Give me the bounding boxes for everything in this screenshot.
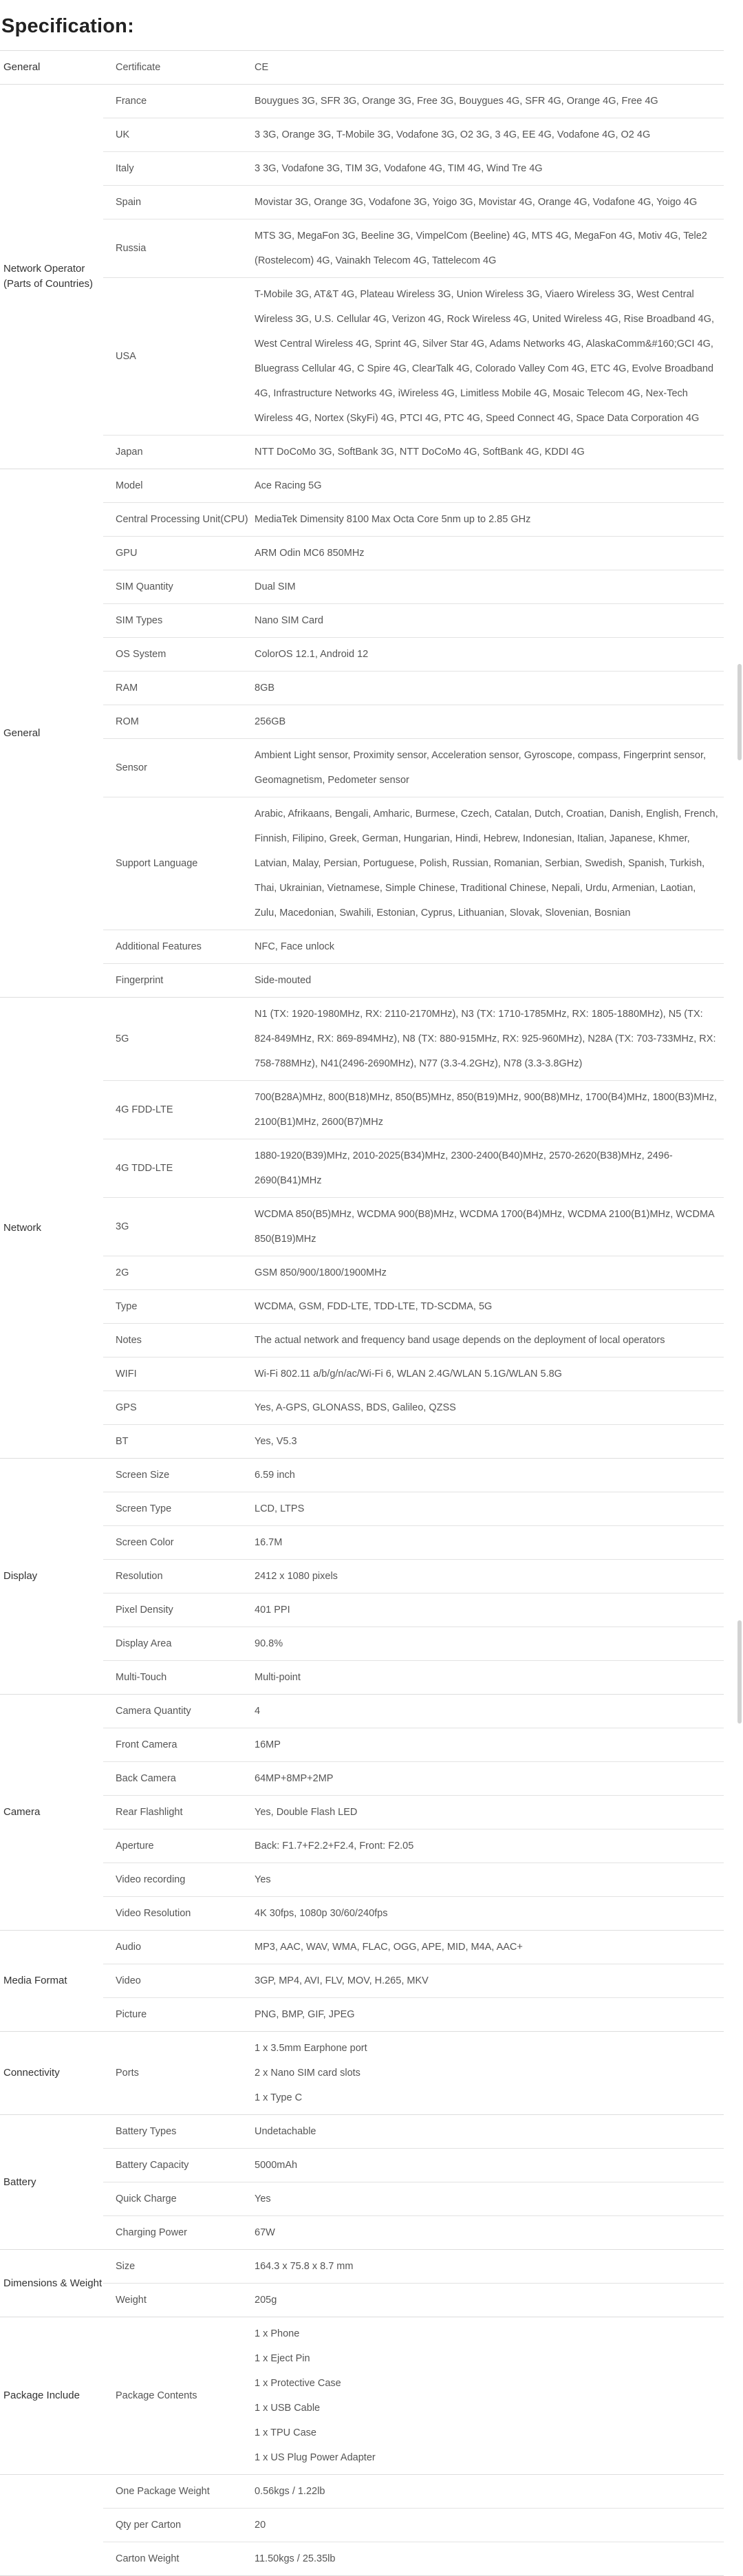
- spec-row-label: Pixel Density: [116, 1604, 173, 1616]
- spec-row-label: Japan: [116, 447, 143, 458]
- spec-row-4g-tdd-lte: [103, 1139, 724, 1197]
- spec-row-label: Picture: [116, 2009, 147, 2020]
- spec-row-value: 164.3 x 75.8 x 8.7 mm: [255, 2261, 354, 2272]
- spec-row-screen-color: [103, 1525, 724, 1559]
- section-label: [0, 51, 103, 84]
- spec-row-gps: [103, 1391, 724, 1424]
- spec-row-label: Italy: [116, 163, 134, 174]
- spec-row-value: 2412 x 1080 pixels: [255, 1571, 338, 1582]
- spec-row-value: Undetachable: [255, 2126, 316, 2137]
- spec-row-label: Model: [116, 480, 143, 491]
- spec-section-network: [0, 998, 724, 1459]
- section-label-text: Network Operator (Parts of Countries): [3, 263, 94, 290]
- spec-row-label: Aperture: [116, 1840, 154, 1852]
- spec-row-ram: [103, 671, 724, 705]
- spec-row-label: Battery Types: [116, 2126, 177, 2137]
- spec-row-qty-per-carton: [103, 2508, 724, 2542]
- spec-row-label: GPS: [116, 1402, 137, 1413]
- spec-row-multi-touch: [103, 1660, 724, 1694]
- spec-row-value: 1880-1920(B39)MHz, 2010-2025(B34)MHz, 2300-2400(B40)MHz, 2570-2620(B38)MHz, 2496-2690(B41)MHz: [255, 1150, 673, 1186]
- spec-row-notes: [103, 1323, 724, 1357]
- spec-row-value: CE: [255, 62, 269, 73]
- spec-row-value: 3 3G, Vodafone 3G, TIM 3G, Vodafone 4G, TIM 4G, Wind Tre 4G: [255, 163, 543, 174]
- section-label-text: General: [3, 61, 41, 73]
- spec-row-label: Screen Color: [116, 1537, 174, 1548]
- spec-row-value: 256GB: [255, 716, 286, 727]
- spec-row-sim-types: [103, 603, 724, 637]
- spec-row-ports: [103, 2032, 724, 2114]
- section-rows: [103, 1459, 724, 1694]
- spec-row-label: Audio: [116, 1942, 142, 1953]
- spec-row-value: 90.8%: [255, 1638, 283, 1649]
- spec-row-screen-size: [103, 1459, 724, 1492]
- spec-row-central-processing-unit-cpu: [103, 502, 724, 536]
- spec-row-battery-types: [103, 2115, 724, 2148]
- spec-row-label: Russia: [116, 243, 147, 254]
- spec-row-label: Support Language: [116, 858, 198, 869]
- spec-row-value: 205g: [255, 2295, 277, 2306]
- spec-section-connectivity: [0, 2032, 724, 2115]
- spec-row-video-resolution: [103, 1896, 724, 1930]
- spec-section-package-include: [0, 2317, 724, 2475]
- spec-row-camera-quantity: [103, 1695, 724, 1728]
- spec-row-value: 67W: [255, 2227, 275, 2238]
- spec-row-value: Bouygues 3G, SFR 3G, Orange 3G, Free 3G, Bouygues 4G, SFR 4G, Orange 4G, Free 4G: [255, 96, 658, 107]
- spec-row-label: Video recording: [116, 1874, 186, 1885]
- spec-row-certificate: [103, 51, 724, 84]
- spec-row-label: France: [116, 96, 147, 107]
- spec-row-label: Rear Flashlight: [116, 1807, 183, 1818]
- spec-row-value: 3GP, MP4, AVI, FLV, MOV, H.265, MKV: [255, 1975, 429, 1986]
- spec-row-label: Front Camera: [116, 1739, 177, 1750]
- section-label-text: Media Format: [3, 1975, 67, 1986]
- spec-row-label: Carton Weight: [116, 2553, 180, 2564]
- spec-row-value: T-Mobile 3G, AT&T 4G, Plateau Wireless 3G, Union Wireless 3G, Viaero Wireless 3G, West Central Wireless 3G, U.S. Cellular 4G, Verizon 4G, Rock Wireless 4G, United Wireless 4G, Rise Broadband 4G, West Central Wireless 4G, Sprint 4G, Silver Star 4G, Adams Networks 4G, AlaskaComm&#160;GCI 4G, Bluegrass Cellular 4G, C Spire 4G, ClearTalk 4G, Colorado Valley Com 4G, ETC 4G, Evolve Broadband 4G, Infrastructure Networks 4G, iWireless 4G, Limitless Mobile 4G, Mosaic Telecom 4G, Nex-Tech Wireless 4G, Nortex (SkyFi) 4G, PTCI 4G, PTC 4G, Speed Connect 4G, Space Data Corporation 4G: [255, 289, 715, 424]
- spec-row-support-language: [103, 797, 724, 930]
- spec-row-label: 4G TDD-LTE: [116, 1163, 173, 1174]
- section-label: [0, 2250, 103, 2317]
- spec-row-label: Sensor: [116, 762, 147, 773]
- spec-row-spain: [103, 185, 724, 219]
- scrollbar-thumb[interactable]: [737, 664, 742, 760]
- spec-section-display: [0, 1459, 724, 1695]
- spec-row-label: Screen Type: [116, 1503, 172, 1514]
- spec-row-value: Yes, V5.3: [255, 1436, 297, 1447]
- section-label: [0, 1695, 103, 1930]
- spec-row-value: Nano SIM Card: [255, 615, 323, 626]
- spec-row-value: NFC, Face unlock: [255, 941, 335, 952]
- spec-value-line: 1 x Protective Case: [255, 2378, 341, 2389]
- spec-row-value: 8GB: [255, 683, 275, 694]
- section-label-text: Battery: [3, 2176, 36, 2188]
- spec-row-label: Back Camera: [116, 1773, 176, 1784]
- spec-row-value: Yes: [255, 2193, 271, 2204]
- spec-row-gpu: [103, 536, 724, 570]
- spec-row-label: 2G: [116, 1267, 129, 1278]
- spec-row-rear-flashlight: [103, 1795, 724, 1829]
- spec-row-france: [103, 85, 724, 118]
- spec-row-fingerprint: [103, 963, 724, 997]
- spec-row-value: Ambient Light sensor, Proximity sensor, Acceleration sensor, Gyroscope, compass, Fingerprint sensor, Geomagnetism, Pedometer sensor: [255, 750, 707, 786]
- spec-row-label: Certificate: [116, 62, 161, 73]
- spec-row-3g: [103, 1197, 724, 1256]
- spec-row-japan: [103, 435, 724, 469]
- spec-value-line: 1 x TPU Case: [255, 2427, 316, 2438]
- spec-row-value: WCDMA, GSM, FDD-LTE, TDD-LTE, TD-SCDMA, 5G: [255, 1301, 493, 1312]
- spec-row-label: RAM: [116, 683, 138, 694]
- section-label: [0, 2032, 103, 2114]
- section-label: [0, 2317, 103, 2474]
- spec-row-display-area: [103, 1627, 724, 1660]
- spec-row-bt: [103, 1424, 724, 1458]
- section-label-text: Connectivity: [3, 2067, 60, 2079]
- spec-row-weight: [103, 2283, 724, 2317]
- spec-row-value: WCDMA 850(B5)MHz, WCDMA 900(B8)MHz, WCDMA 1700(B4)MHz, WCDMA 2100(B1)MHz, WCDMA 850(B19)MHz: [255, 1209, 714, 1245]
- spec-row-value: 0.56kgs / 1.22lb: [255, 2486, 325, 2497]
- section-label-text: Camera: [3, 1806, 41, 1818]
- section-label-text: General: [3, 727, 41, 739]
- spec-row-aperture: [103, 1829, 724, 1863]
- spec-value-line: 2 x Nano SIM card slots: [255, 2068, 360, 2079]
- spec-row-resolution: [103, 1559, 724, 1593]
- spec-row-value: [255, 2321, 724, 2470]
- section-rows: [103, 2032, 724, 2114]
- section-label: [0, 2115, 103, 2249]
- spec-row-label: Additional Features: [116, 941, 202, 952]
- spec-value-line: 1 x 3.5mm Earphone port: [255, 2043, 367, 2054]
- spec-section-camera: [0, 1695, 724, 1931]
- spec-section-dimensions-weight: [0, 2250, 724, 2317]
- section-rows: [103, 469, 724, 997]
- section-rows: [103, 2317, 724, 2474]
- spec-row-label: UK: [116, 129, 130, 140]
- spec-row-label: ROM: [116, 716, 139, 727]
- spec-value-line: 1 x Phone: [255, 2328, 300, 2339]
- spec-row-label: Video: [116, 1975, 141, 1986]
- spec-section-battery: [0, 2115, 724, 2250]
- spec-row-wifi: [103, 1357, 724, 1391]
- section-rows: [103, 2115, 724, 2249]
- spec-row-rom: [103, 705, 724, 738]
- spec-row-os-system: [103, 637, 724, 671]
- section-rows: [103, 2475, 724, 2575]
- section-label: [0, 85, 103, 469]
- spec-value-line: 1 x Eject Pin: [255, 2353, 310, 2364]
- spec-row-video: [103, 1964, 724, 1997]
- spec-row-value: Wi-Fi 802.11 a/b/g/n/ac/Wi-Fi 6, WLAN 2.4G/WLAN 5.1G/WLAN 5.8G: [255, 1368, 562, 1380]
- spec-row-audio: [103, 1931, 724, 1964]
- section-rows: [103, 998, 724, 1458]
- spec-row-label: Qty per Carton: [116, 2520, 182, 2531]
- spec-row-battery-capacity: [103, 2148, 724, 2182]
- spec-row-russia: [103, 219, 724, 277]
- spec-row-label: Multi-Touch: [116, 1672, 167, 1683]
- spec-row-label: Fingerprint: [116, 975, 164, 986]
- section-label: [0, 998, 103, 1458]
- spec-row-additional-features: [103, 930, 724, 963]
- spec-row-label: OS System: [116, 649, 166, 660]
- spec-row-value: [255, 2036, 724, 2110]
- spec-row-package-contents: [103, 2317, 724, 2474]
- spec-row-value: NTT DoCoMo 3G, SoftBank 3G, NTT DoCoMo 4G, SoftBank 4G, KDDI 4G: [255, 447, 585, 458]
- spec-row-value: ColorOS 12.1, Android 12: [255, 649, 369, 660]
- spec-table: [0, 50, 724, 2576]
- scrollbar[interactable]: [735, 0, 743, 2573]
- spec-row-front-camera: [103, 1728, 724, 1761]
- spec-row-value: Back: F1.7+F2.2+F2.4, Front: F2.05: [255, 1840, 414, 1852]
- spec-row-value: 64MP+8MP+2MP: [255, 1773, 334, 1784]
- spec-row-label: WIFI: [116, 1368, 137, 1380]
- spec-row-value: 20: [255, 2520, 266, 2531]
- spec-row-label: Central Processing Unit(CPU): [116, 514, 248, 525]
- section-label-text: Display: [3, 1570, 38, 1582]
- spec-value-line: 1 x USB Cable: [255, 2403, 321, 2414]
- spec-section-general: [0, 50, 724, 85]
- spec-row-value: 16.7M: [255, 1537, 283, 1548]
- spec-row-video-recording: [103, 1863, 724, 1896]
- spec-row-label: Weight: [116, 2295, 147, 2306]
- spec-row-value: PNG, BMP, GIF, JPEG: [255, 2009, 355, 2020]
- section-label: [0, 469, 103, 997]
- spec-row-value: Multi-point: [255, 1672, 301, 1683]
- spec-row-back-camera: [103, 1761, 724, 1795]
- spec-row-value: 3 3G, Orange 3G, T-Mobile 3G, Vodafone 3G, O2 3G, 3 4G, EE 4G, Vodafone 4G, O2 4G: [255, 129, 651, 140]
- section-rows: [103, 2250, 724, 2317]
- spec-row-4g-fdd-lte: [103, 1080, 724, 1139]
- spec-row-label: SIM Quantity: [116, 581, 173, 592]
- section-label: [0, 1931, 103, 2031]
- spec-row-pixel-density: [103, 1593, 724, 1627]
- spec-row-5g: [103, 998, 724, 1080]
- spec-row-value: MTS 3G, MegaFon 3G, Beeline 3G, VimpelCom (Beeline) 4G, MTS 4G, MegaFon 4G, Motiv 4G, Tele2 (Rostelecom) 4G, Vainakh Telecom 4G, Tattelecom 4G: [255, 230, 707, 266]
- spec-row-value: Yes: [255, 1874, 271, 1885]
- spec-row-label: Charging Power: [116, 2227, 187, 2238]
- spec-row-value: Movistar 3G, Orange 3G, Vodafone 3G, Yoigo 3G, Movistar 4G, Orange 4G, Vodafone 4G, Yoigo 4G: [255, 197, 698, 208]
- spec-row-label: Size: [116, 2261, 136, 2272]
- section-rows: [103, 85, 724, 469]
- spec-row-value: Yes, Double Flash LED: [255, 1807, 358, 1818]
- spec-row-italy: [103, 151, 724, 185]
- spec-row-label: BT: [116, 1436, 129, 1447]
- spec-row-value: 4: [255, 1706, 261, 1717]
- spec-row-usa: [103, 277, 724, 435]
- spec-row-value: The actual network and frequency band usage depends on the deployment of local operators: [255, 1335, 665, 1346]
- spec-row-label: Screen Size: [116, 1470, 170, 1481]
- spec-row-type: [103, 1289, 724, 1323]
- spec-row-label: Camera Quantity: [116, 1706, 191, 1717]
- spec-row-value: 16MP: [255, 1739, 281, 1750]
- spec-row-value: GSM 850/900/1800/1900MHz: [255, 1267, 387, 1278]
- spec-section-network-operator-parts-of-countries: [0, 85, 724, 469]
- spec-row-quick-charge: [103, 2182, 724, 2215]
- spec-row-2g: [103, 1256, 724, 1289]
- spec-row-carton-weight: [103, 2542, 724, 2575]
- spec-section-general: [0, 469, 724, 998]
- spec-row-uk: [103, 118, 724, 151]
- page-title: Specification:: [1, 15, 134, 37]
- spec-row-label: SIM Types: [116, 615, 163, 626]
- spec-row-label: Battery Capacity: [116, 2160, 189, 2171]
- spec-value-line: 1 x Type C: [255, 2092, 303, 2103]
- section-label: [0, 2475, 103, 2575]
- spec-row-sensor: [103, 738, 724, 797]
- spec-section-blank: [0, 2475, 724, 2576]
- spec-row-label: One Package Weight: [116, 2486, 210, 2497]
- spec-row-label: Spain: [116, 197, 142, 208]
- spec-row-value: 6.59 inch: [255, 1470, 295, 1481]
- spec-row-label: Resolution: [116, 1571, 163, 1582]
- spec-row-value: LCD, LTPS: [255, 1503, 305, 1514]
- spec-row-value: 401 PPI: [255, 1604, 290, 1616]
- spec-row-value: Arabic, Afrikaans, Bengali, Amharic, Burmese, Czech, Catalan, Dutch, Croatian, Danish, English, French, Finnish, Filipino, Greek, German, Hungarian, Hindi, Hebrew, Indonesian, Italian, Japanese, Khmer, Latvian, Malay, Persian, Portuguese, Polish, Russian, Romanian, Serbian, Swedish, Spanish, Turkish, Thai, Ukrainian, Vietnamese, Simple Chinese, Traditional Chinese, Nepali, Urdu, Armenian, Laotian, Zulu, Macedonian, Swahili, Estonian, Cyprus, Lithuanian, Slovak, Slovenian, Bosnian: [255, 808, 718, 919]
- spec-row-value: MediaTek Dimensity 8100 Max Octa Core 5nm up to 2.85 GHz: [255, 514, 531, 525]
- spec-row-value: ARM Odin MC6 850MHz: [255, 548, 365, 559]
- spec-row-size: [103, 2250, 724, 2283]
- spec-row-value: Side-mouted: [255, 975, 312, 986]
- spec-row-label: Type: [116, 1301, 138, 1312]
- spec-row-value: 11.50kgs / 25.35lb: [255, 2553, 336, 2564]
- spec-row-label: USA: [116, 351, 136, 362]
- section-label-text: Package Include: [3, 2390, 80, 2401]
- spec-row-value: 4K 30fps, 1080p 30/60/240fps: [255, 1908, 388, 1919]
- spec-row-label: Quick Charge: [116, 2193, 177, 2204]
- spec-row-label: 3G: [116, 1221, 129, 1232]
- spec-row-label: Video Resolution: [116, 1908, 191, 1919]
- spec-row-one-package-weight: [103, 2475, 724, 2508]
- spec-row-value: Ace Racing 5G: [255, 480, 322, 491]
- spec-row-value: 5000mAh: [255, 2160, 298, 2171]
- spec-row-label: 4G FDD-LTE: [116, 1104, 173, 1115]
- spec-value-line: 1 x US Plug Power Adapter: [255, 2452, 376, 2463]
- spec-row-label: Package Contents: [116, 2390, 197, 2401]
- spec-row-label: 5G: [116, 1033, 129, 1044]
- spec-row-sim-quantity: [103, 570, 724, 603]
- spec-row-label: Notes: [116, 1335, 142, 1346]
- spec-row-value: Dual SIM: [255, 581, 296, 592]
- spec-row-label: GPU: [116, 548, 138, 559]
- section-label-text: Network: [3, 1221, 42, 1234]
- spec-row-value: N1 (TX: 1920-1980MHz, RX: 2110-2170MHz), N3 (TX: 1710-1785MHz, RX: 1805-1880MHz), N5 (TX: 824-849MHz, RX: 869-894MHz), N8 (TX: 880-915MHz, RX: 925-960MHz), N28A (TX: 703-733MHz, RX: 758-788MHz), N41(2496-2690MHz), N77 (3.3-4.2GHz), N78 (3.3-3.8GHz): [255, 1009, 716, 1069]
- spec-row-charging-power: [103, 2215, 724, 2249]
- section-rows: [103, 51, 724, 84]
- spec-row-picture: [103, 1997, 724, 2031]
- spec-row-value: Yes, A-GPS, GLONASS, BDS, Galileo, QZSS: [255, 1402, 456, 1413]
- spec-section-media-format: [0, 1931, 724, 2032]
- spec-row-model: [103, 469, 724, 502]
- section-rows: [103, 1695, 724, 1930]
- spec-row-value: 700(B28A)MHz, 800(B18)MHz, 850(B5)MHz, 850(B19)MHz, 900(B8)MHz, 1700(B4)MHz, 1800(B3)MHz, 2100(B1)MHz, 2600(B7)MHz: [255, 1092, 718, 1128]
- spec-row-screen-type: [103, 1492, 724, 1525]
- spec-row-label: Display Area: [116, 1638, 172, 1649]
- spec-row-label: Ports: [116, 2068, 139, 2079]
- spec-row-value: MP3, AAC, WAV, WMA, FLAC, OGG, APE, MID, M4A, AAC+: [255, 1942, 523, 1953]
- section-label: [0, 1459, 103, 1694]
- scrollbar-thumb[interactable]: [737, 1620, 742, 1724]
- section-label-text: Dimensions & Weight: [3, 2277, 103, 2289]
- section-rows: [103, 1931, 724, 2031]
